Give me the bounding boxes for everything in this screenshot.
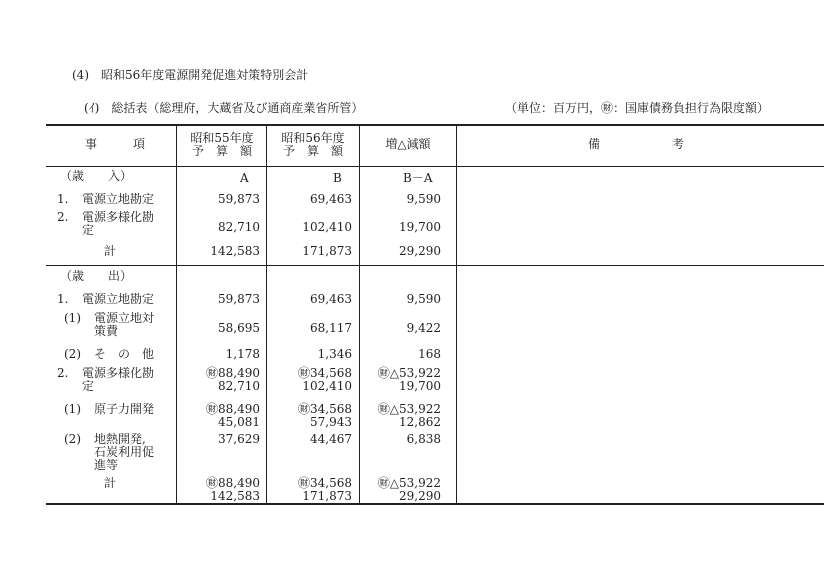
- rev-total-d: 29,290: [399, 244, 441, 258]
- col-divider-2: [266, 124, 267, 504]
- rev-total-a: 142,583: [210, 244, 260, 258]
- exp-row4-num: 2.: [57, 366, 69, 380]
- exp-row3-name: そ の 他: [94, 347, 155, 361]
- unit-note: （単位：百万円，㊖：国庫債務負担行為限度額）: [505, 101, 770, 115]
- exp-row2-a: 58,695: [218, 321, 260, 335]
- exp-row3-num: (2): [64, 347, 81, 361]
- table-top-rule: [46, 124, 824, 126]
- exp-row2-name: 電源立地対 策費: [94, 311, 155, 338]
- section-title: (4) 昭和56年度電源開発促進対策特別会計: [72, 68, 309, 82]
- exp-row2-num: (1): [64, 311, 81, 325]
- rev-row2-num: 2.: [57, 210, 69, 224]
- rev-row2-b: 102,410: [302, 220, 352, 234]
- exp-row4-b: ㊖34,568 102,410: [298, 366, 352, 393]
- rev-row1-d: 9,590: [406, 192, 441, 206]
- exp-row3-a: 1,178: [225, 347, 260, 361]
- exp-row5-b: ㊖34,568 57,943: [298, 402, 352, 429]
- rev-row1-num: 1.: [57, 192, 69, 206]
- header-rule: [46, 166, 824, 167]
- exp-total-label: 計: [104, 476, 117, 490]
- exp-row1-a: 59,873: [218, 292, 260, 306]
- exp-row2-d: 9,422: [406, 321, 441, 335]
- col-a-label: A: [240, 171, 249, 185]
- sub-title: (ｲ) 総括表（総理府，大蔵省及び通商産業省所管）: [84, 101, 364, 115]
- rev-row2-a: 82,710: [218, 220, 260, 234]
- col-diff-label: B－A: [403, 171, 433, 185]
- exp-total-b: ㊖34,568 171,873: [298, 476, 352, 503]
- rev-total-b: 171,873: [302, 244, 352, 258]
- exp-row4-d: ㊖△53,922 19,700: [377, 366, 441, 393]
- table-bottom-rule: [46, 503, 824, 505]
- rev-row1-b: 69,463: [310, 192, 352, 206]
- exp-total-d: ㊖△53,922 29,290: [377, 476, 441, 503]
- exp-row5-a: ㊖88,490 45,081: [206, 402, 260, 429]
- rev-row1-a: 59,873: [218, 192, 260, 206]
- rev-row2-d: 19,700: [399, 220, 441, 234]
- exp-row4-name: 電源多様化勘 定: [82, 366, 155, 393]
- exp-row6-num: (2): [64, 432, 81, 446]
- exp-row6-name: 地熱開発, 石炭利用促 進等: [94, 432, 155, 472]
- rev-row2-name: 電源多様化勘 定: [82, 210, 155, 237]
- header-fy55: 昭和55年度 予 算 額: [190, 131, 254, 158]
- exp-row5-num: (1): [64, 402, 81, 416]
- exp-row6-a: 37,629: [218, 432, 260, 446]
- col-divider-3: [359, 124, 360, 504]
- rev-row1-name: 電源立地勘定: [82, 192, 155, 206]
- exp-row3-b: 1,346: [317, 347, 352, 361]
- header-remarks: 備 考: [588, 137, 685, 151]
- col-divider-4: [456, 124, 457, 504]
- header-change: 増△減額: [385, 137, 431, 151]
- header-fy56: 昭和56年度 予 算 額: [281, 131, 345, 158]
- exp-row2-b: 68,117: [310, 321, 352, 335]
- exp-row4-a: ㊖88,490 82,710: [206, 366, 260, 393]
- expenditure-label: （歳 出）: [60, 269, 133, 283]
- header-item: 事 項: [84, 137, 145, 151]
- col-divider-1: [176, 124, 177, 504]
- exp-row1-name: 電源立地勘定: [82, 292, 155, 306]
- exp-total-a: ㊖88,490 142,583: [206, 476, 260, 503]
- exp-row1-num: 1.: [57, 292, 69, 306]
- exp-row5-name: 原子力開発: [94, 402, 155, 416]
- exp-row1-b: 69,463: [310, 292, 352, 306]
- revenue-label: （歳 入）: [60, 169, 133, 183]
- exp-row1-d: 9,590: [406, 292, 441, 306]
- section-divider: [46, 265, 824, 266]
- col-b-label: B: [333, 171, 342, 185]
- exp-row6-d: 6,838: [406, 432, 441, 446]
- rev-total-label: 計: [104, 244, 117, 258]
- exp-row3-d: 168: [418, 347, 441, 361]
- exp-row6-b: 44,467: [310, 432, 352, 446]
- exp-row5-d: ㊖△53,922 12,862: [377, 402, 441, 429]
